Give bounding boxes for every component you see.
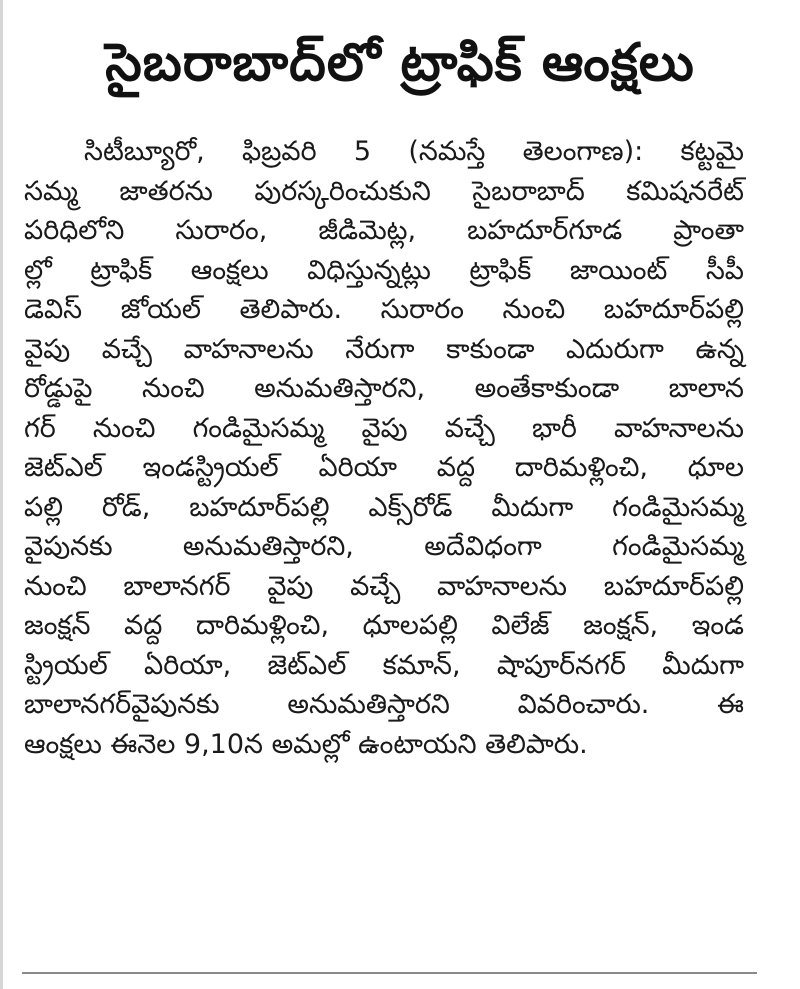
body-line: వైపునకు అనుమతిస్తారని, అదేవిధంగా గండిమైసమ్మ bbox=[24, 531, 744, 562]
body-line: జంక్షన్ వద్ద దారిమళ్లించి, ధూలపల్లి విలేజ్ జంక్షన్, ఇండ bbox=[24, 610, 744, 641]
body-line: రోడ్డుపై నుంచి అనుమతిస్తారని, అంతేకాకుండా బాలాన bbox=[24, 373, 744, 404]
body-line: స్ట్రియల్ ఏరియా, జెట్‌ఎల్ కమాన్, షాపూర్‌నగర్ మీదుగా bbox=[24, 649, 744, 681]
body-line: సమ్మ జాతరను పురస్కరించుకుని సైబరాబాద్ కమిషనరేట్ bbox=[24, 175, 744, 207]
article-headline: సైబరాబాద్‌లో ట్రాఫిక్ ఆంక్షలు bbox=[105, 33, 695, 93]
body-line: బాలానగర్‌వైపునకు అనుమతిస్తారని వివరించారు. ఈ bbox=[24, 689, 744, 720]
body-line: పల్లి రోడ్, బహదూర్‌పల్లి ఎక్స్‌రోడ్ మీదుగా గండిమైసమ్మ bbox=[24, 491, 744, 523]
body-line: సిటీబ్యూరో, ఫిబ్రవరి 5 (నమస్తే తెలంగాణ): కట్టమై bbox=[84, 136, 744, 167]
bottom-divider bbox=[22, 972, 757, 974]
body-line: పరిధిలోని సురారం, జీడిమెట్ల, బహదూర్‌గూడ ప్రాంతా bbox=[24, 215, 744, 246]
body-line: ల్లో ట్రాఫిక్ ఆంక్షలు విధిస్తున్నట్లు ట్రాఫిక్ జాయింట్ సీపీ bbox=[24, 254, 744, 286]
body-line: ఆంక్షలు ఈనెల 9,10న అమల్లో ఉంటాయని తెలిపారు. bbox=[24, 728, 588, 760]
body-line: జెట్‌ఎల్ ఇండస్ట్రియల్ ఏరియా వద్ద దారిమళ్లించి, ధూల bbox=[24, 452, 744, 483]
body-line: వైపు వచ్చే వాహనాలను నేరుగా కాకుండా ఎదురుగా ఉన్న bbox=[24, 333, 744, 365]
left-margin-rule bbox=[0, 0, 3, 989]
body-line: నుంచి బాలానగర్ వైపు వచ్చే వాహనాలను బహదూర్‌పల్లి bbox=[24, 570, 744, 602]
body-line: డెవిస్ జోయల్ తెలిపారు. సురారం నుంచి బహదూర్‌పల్లి bbox=[24, 294, 744, 325]
body-line: గర్ నుంచి గండిమైసమ్మ వైపు వచ్చే భారీ వాహనాలను bbox=[24, 412, 744, 444]
article-body bbox=[24, 132, 744, 764]
news-article bbox=[40, 18, 760, 108]
